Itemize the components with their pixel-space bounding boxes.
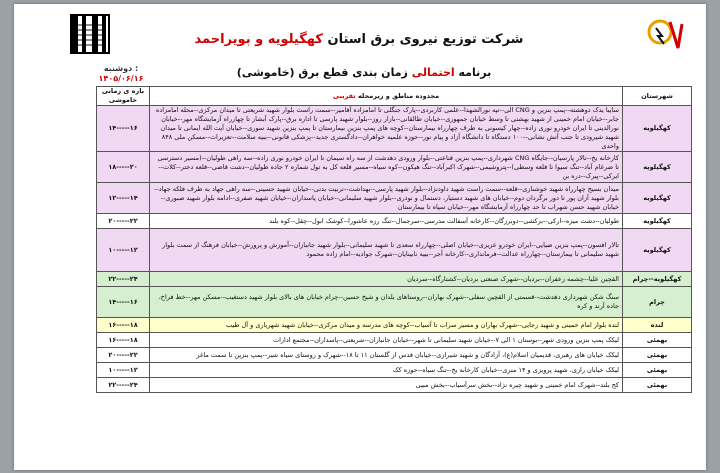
date-value: ۱۴۰۵/۰۶/۱۶ bbox=[98, 74, 144, 83]
city-cell: کهگیلویه bbox=[623, 152, 692, 183]
col-area-header bbox=[150, 87, 623, 106]
subtitle-red: احتمالی bbox=[411, 66, 455, 79]
area-cell: سایبا یدک دوهشته--پمپ بنزین و CNG الی--تپه نورالشهدا--علمی کاربردی--پارک جنگلی تا امامزاده آقامیر--سمت راست بلوار شهید شریعتی تا میدان مرکزی--محله امامزاده جابر--خیابان امام خمینی از شهید بهشتی تا وسط خیابان جمهوری--خیابان طالقانی--بازار روز--بلوار شهید پارسی تا اداره برق--پارک آبشار تا چهارراه آزمایشگاه مهر--خیابان نورالدینی تا ایران خودرو نوری زاده--چهار کیسونی به طرف چهارراه بیمارستان--کوچه های پمپ بنزین بیمارستان تا پمپ بنزین شهید سوری--خیابان آیت الله ایمانی تا میدان شهید شیرودی تا جنب آتش نشانی--۱۰۰ دستگاه تا دانشگاه آزاد و پیام نور--حوزه علمیه خواهران--دادگستری جدید--پزشکی قانونی--ببیه سلامت--تعزیرات--مسکن ملی ۸۴۸ واحدی bbox=[150, 106, 623, 152]
city-cell: چرام bbox=[623, 287, 692, 318]
subtitle-suffix: زمان بندی قطع برق (خاموشی) bbox=[236, 66, 408, 79]
area-cell: سنگ شکن شهرداری دهدشت--قسمتی از القچین سفلی--شهرک بهاران--روستاهای بلدان و شیخ حسین--چرام خیابان های بالای بلوار شهید دستغیب--مسکن مهر--خط فراخ، جاده آرند و کره bbox=[150, 287, 623, 318]
title-province: کهگیلویه و بویراحمد bbox=[194, 32, 323, 47]
qr-code bbox=[70, 14, 110, 54]
table-row bbox=[97, 378, 692, 393]
table-row bbox=[97, 229, 692, 272]
table-row bbox=[97, 152, 692, 183]
time-cell: ۲۲-----۲۴ bbox=[97, 378, 150, 393]
area-cell: کارخانه یخ--تالار پارسیان--جایگاه CNG شهرداری--پمپ بنزین قناعتی--بلوار ورودی دهدشت از سه راه سیمان تا ایران خودرو نوری زاده--سه راهی طولیان--(مسیر دسترسی تا ضرغام آباد--تنگ سیوا تا قلعه وسطی)--پتروشیمی--شهرک اکبرآباد--تنگ هیکون--کوه سیاه--مسیر قلعه کل به تول شماره ۲ جاده طولیان--دشت قاضی--قلعه دختر--کلات--ایرکی--پیرک--دره بن bbox=[150, 152, 623, 183]
table-row bbox=[97, 106, 692, 152]
area-cell: القچین علیا--چشمه زعفران--بردیان--شهرک صنعتی بردیان--کشتارگاه--سردیان bbox=[150, 272, 623, 287]
time-cell: ۱۰-----۱۲ bbox=[97, 229, 150, 272]
city-cell: بهمئی bbox=[623, 333, 692, 348]
time-cell: ۲۲-----۲۴ bbox=[97, 272, 150, 287]
col-city-header: شهرستان bbox=[623, 87, 692, 106]
company-logo bbox=[646, 18, 686, 52]
city-cell: بهمئی bbox=[623, 378, 692, 393]
table-row bbox=[97, 183, 692, 214]
table-row bbox=[97, 348, 692, 363]
col-area-red: تقریبی bbox=[332, 91, 356, 100]
table-row bbox=[97, 287, 692, 318]
city-cell: بهمئی bbox=[623, 348, 692, 363]
date-box bbox=[96, 64, 146, 84]
time-cell: ۲۰-----۲۲ bbox=[97, 214, 150, 229]
title-prefix: شرکت توزیع نیروی برق استان bbox=[327, 32, 524, 47]
city-cell: کهگیلویه bbox=[623, 229, 692, 272]
document-subtitle bbox=[194, 66, 534, 79]
col-time-header: بازه ی زمانی خاموشی bbox=[97, 87, 150, 106]
area-cell: طولیان--دشت میزه--ارکی--برکشی--دوبرزگان--کارخانه آسفالت مدرسی--سرجمال--تنگ رزه عاشورا--کوشک ابول--چقل--کوه بلند bbox=[150, 214, 623, 229]
col-area-prefix: محدوده مناطق و زیرمحله bbox=[357, 91, 440, 100]
subtitle-prefix: برنامه bbox=[458, 66, 492, 79]
time-cell: ۱۲-----۱۴ bbox=[97, 183, 150, 214]
table-row bbox=[97, 333, 692, 348]
time-cell: ۱۶-----۱۸ bbox=[97, 318, 150, 333]
document-title bbox=[164, 32, 554, 47]
city-cell: کهگیلویه bbox=[623, 106, 692, 152]
area-cell: میدان بسیج چهارراه شهید خوشنازی--قلعه--سمت راست شهید داودنژاد--بلوار شهید پارسی--بهداشت--تربیت بدنی--خیابان شهید حسینی--سه راهی جهاد به طرف فلکه جهاد--بلوار شهید آزان پور تا دور برگردان دوم--خیابان های شهید دستیار، دستمال و نوذری--بلوار شهید سلیمانی--خیابان پاسداران--خیابان شهید صفری--ادامه بلوار شهید صبوری--خیابان شهید حسن شهراب تا حد چهارراه آزمایشگاه مهر--خیابان سپاه تا بیمارستان bbox=[150, 183, 623, 214]
day-label: دوشنبه : bbox=[103, 64, 139, 73]
table-row bbox=[97, 363, 692, 378]
city-cell: کهگیلویه--چرام bbox=[623, 272, 692, 287]
time-cell: ۲۰-----۲۲ bbox=[97, 348, 150, 363]
table-row bbox=[97, 318, 692, 333]
time-cell: ۱۶-----۱۸ bbox=[97, 333, 150, 348]
table-row bbox=[97, 272, 692, 287]
time-cell: ۱۸-----۲۰ bbox=[97, 152, 150, 183]
area-cell: تالار افسون--پمپ بنزین ضیایی--ایران خودرو عزیزی--خیابان اصلی--چهارراه سعدی تا شهید سلیمانی--بلوار شهید جانبازان--آموزش و پرورش--خیابان فرهنگ از سمت بلوار شهید سلیمانی تا بیمارستان--چهارراه عدالت--فرمانداری--کارخانه آجر--ببیه نابینایان--شهرک جوادیه--امام زاده محمود bbox=[150, 229, 623, 272]
time-cell: ۱۴-----۱۶ bbox=[97, 287, 150, 318]
table-row bbox=[97, 214, 692, 229]
city-cell: کهگیلویه bbox=[623, 214, 692, 229]
area-cell: لیکک پمپ بنزین ورودی شهر--بوستان ۱ الی ۷--خیابان شهید سلیمانی تا شهر--خیابان جانبازان--شریعتی--پاسداران--مجتمع ادارات bbox=[150, 333, 623, 348]
area-cell: لیکک خیابان های رهبری، قدیمیان اسلام(ع)، آزادگان و شهید شیرازی--خیابان قدس از گلستان ۱۱ تا ۱۸--شهرک و روستای سیاه شیر--پمپ بنزین تا سمت ماغر bbox=[150, 348, 623, 363]
city-cell: کهگیلویه bbox=[623, 183, 692, 214]
document-page bbox=[14, 4, 706, 470]
table-header-row bbox=[97, 87, 692, 106]
area-cell: لیکک خیابان رازی، شهید پرویزی و ۱۴ متری--خیابان کارخانه یخ--تنگ سیاه--حوزه کک bbox=[150, 363, 623, 378]
time-cell: ۱۴-----۱۶ bbox=[97, 106, 150, 152]
city-cell: بهمئی bbox=[623, 363, 692, 378]
schedule-table bbox=[96, 86, 692, 393]
area-cell: لنده بلوار امام خمینی و شهید رجایی--شهرک بهاران و مسیر سراب تا آسیاب--کوچه های مدرسه و میدان مرکزی--خیابان شهید شهریاری و آل طیب bbox=[150, 318, 623, 333]
area-cell: کج بلند--شهرک امام خمینی و شهید چیره نژاد--بخش سرآسیاب--بخش مبیی bbox=[150, 378, 623, 393]
city-cell: لنده bbox=[623, 318, 692, 333]
time-cell: ۱۰-----۱۲ bbox=[97, 363, 150, 378]
